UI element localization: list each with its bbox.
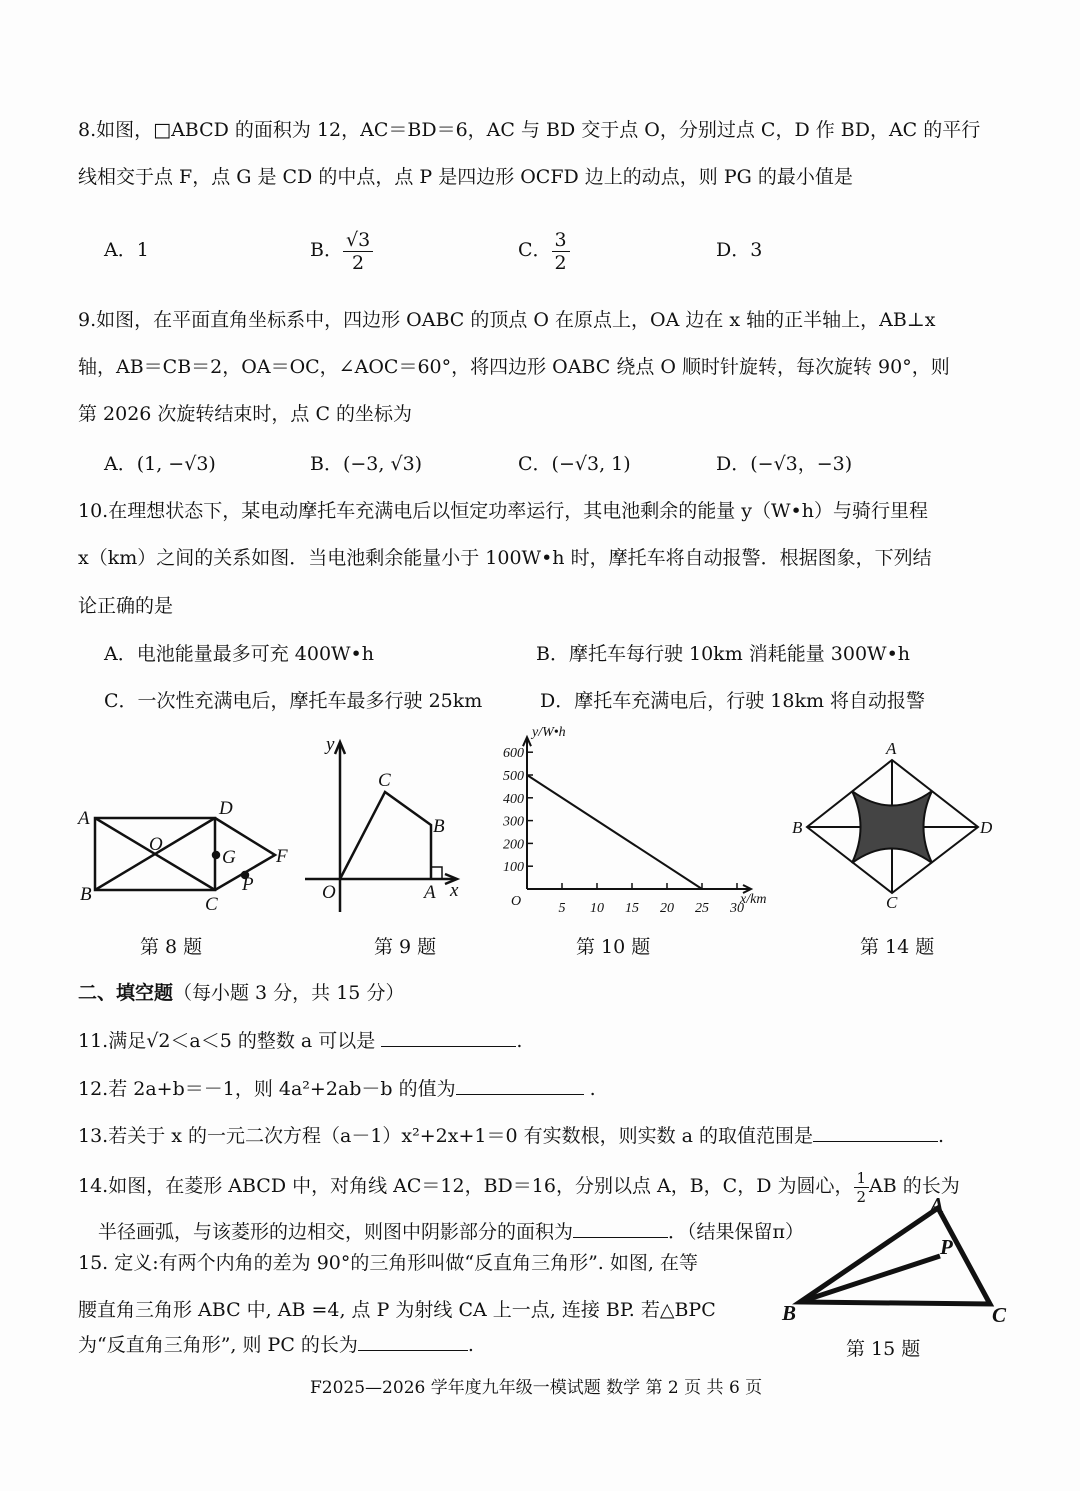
- q9-line3: 第 2026 次旋转结束时，点 C 的坐标为: [78, 403, 413, 425]
- fig14-label-c: C: [886, 893, 898, 912]
- q10-option-a[interactable]: A．电池能量最多可充 400W•h: [104, 643, 374, 665]
- fig9-label-b: B: [433, 816, 445, 837]
- fig14-label-b: B: [792, 818, 803, 837]
- numerator: √3: [343, 229, 373, 252]
- q10-line1: 10.在理想状态下，某电动摩托车充满电后以恒定功率运行，其电池剩余的能量 y（W•h）与骑行里程: [78, 500, 928, 522]
- q8-option-c[interactable]: [518, 222, 570, 278]
- q8-option-a[interactable]: A．1: [104, 239, 149, 261]
- fig8-label-d: D: [219, 798, 233, 819]
- fig8-label-f: F: [276, 846, 288, 867]
- denominator: 2: [554, 251, 567, 274]
- page-footer: F2025—2026 学年度九年级一模试题 数学 第 2 页 共 6 页: [310, 1378, 763, 1398]
- fraction: [343, 229, 373, 274]
- q15-line2: 腰直角三角形 ABC 中, AB =4, 点 P 为射线 CA 上一点, 连接 BP. 若△BPC: [78, 1299, 716, 1321]
- q9-option-c[interactable]: C．(−√3, 1): [518, 453, 631, 475]
- q14-text: 半径画弧，与该菱形的边相交，则图中阴影部分的面积为: [98, 1221, 574, 1243]
- q9-line1: 9.如图，在平面直角坐标系中，四边形 OABC 的顶点 O 在原点上，OA 边在 x 轴的正半轴上，AB⊥x: [78, 309, 936, 331]
- fig9-label-c: C: [378, 770, 391, 791]
- fig10-origin: O: [511, 894, 522, 909]
- x-tick-label: 15: [625, 901, 639, 916]
- fig9-label-y: y: [326, 734, 335, 755]
- q15-answer-blank[interactable]: [358, 1350, 468, 1351]
- numerator: 3: [552, 229, 570, 252]
- figure-15: [770, 1187, 1030, 1330]
- q10-line3: 论正确的是: [78, 595, 174, 617]
- q13: [78, 1124, 944, 1148]
- fig14-label-a: A: [886, 739, 897, 758]
- q11-text: 11.满足√2＜a＜5 的整数 a 可以是: [78, 1030, 376, 1052]
- q15-line1: 15. 定义:有两个内角的差为 90°的三角形叫做“反直角三角形”. 如图, 在等: [78, 1252, 698, 1274]
- q10-line2: x（km）之间的关系如图．当电池剩余能量小于 100W•h 时，摩托车将自动报警．根据图象，下列结: [78, 547, 932, 569]
- section-2-heading: [78, 981, 404, 1005]
- fig8-caption: 第 8 题: [140, 936, 203, 958]
- q9-line2: 轴，AB＝CB＝2，OA＝OC，∠AOC＝60°，将四边形 OABC 绕点 O 顺时针旋转，每次旋转 90°，则: [78, 356, 950, 378]
- fig10-caption: 第 10 题: [576, 936, 651, 958]
- fig9-label-x: x: [450, 880, 459, 901]
- y-tick-label: 200: [503, 837, 524, 853]
- y-tick-label: 300: [503, 814, 524, 830]
- fig15-label-p: P: [940, 1235, 953, 1259]
- q15-end: .: [467, 1334, 474, 1356]
- series-line-energy: [527, 775, 702, 889]
- figure-10-chart: [502, 725, 766, 916]
- q12: [78, 1077, 596, 1101]
- fig9-label-o: O: [322, 882, 336, 903]
- q13-text: 13.若关于 x 的一元二次方程（a－1）x²+2x+1＝0 有实数根，则实数 a 的取值范围是: [78, 1125, 814, 1147]
- fig10-ylabel: y/W•h: [532, 725, 566, 740]
- fig14-caption: 第 14 题: [860, 936, 935, 958]
- q9-option-a[interactable]: A．(1, −√3): [104, 453, 216, 475]
- denominator: 2: [856, 1187, 867, 1206]
- fig15-caption: 第 15 题: [846, 1338, 921, 1360]
- q13-answer-blank[interactable]: [813, 1141, 938, 1142]
- fig8-label-c: C: [205, 894, 218, 915]
- figures-row: [0, 720, 1080, 920]
- section-title: 二、填空题: [78, 982, 174, 1004]
- figure-14: [807, 760, 978, 893]
- q12-answer-blank[interactable]: [456, 1094, 584, 1095]
- q11-answer-blank[interactable]: [381, 1046, 516, 1047]
- q12-text: 12.若 2a+b＝－1，则 4a²+2ab－b 的值为: [78, 1078, 456, 1100]
- q11: [78, 1029, 522, 1053]
- fig14-label-d: D: [980, 818, 993, 837]
- q8-option-d[interactable]: D．3: [716, 239, 763, 261]
- fig8-label-o: O: [149, 834, 163, 855]
- q10-option-d[interactable]: D．摩托车充满电后，行驶 18km 将自动报警: [540, 690, 926, 712]
- q8-line2: 线相交于点 F，点 G 是 CD 的中点，点 P 是四边形 OCFD 边上的动点，则 PG 的最小值是: [78, 166, 853, 188]
- q14-text: 14.如图，在菱形 ABCD 中，对角线 AC＝12，BD＝16，分别以点 A，B，C，D 为圆心，: [78, 1175, 854, 1197]
- section-note: （每小题 3 分，共 15 分）: [173, 982, 405, 1004]
- q10-option-b[interactable]: B．摩托车每行驶 10km 消耗能量 300W•h: [536, 643, 911, 665]
- q14-end: ．（结果保留π）: [668, 1221, 805, 1243]
- fig8-label-p: P: [242, 874, 254, 895]
- q11-end: .: [516, 1030, 523, 1052]
- q15-line3: [78, 1333, 474, 1357]
- x-tick-label: 25: [695, 901, 709, 916]
- x-tick-label: 10: [590, 901, 604, 916]
- y-tick-label: 500: [503, 769, 524, 784]
- fig8-label-a: A: [78, 808, 90, 829]
- x-tick-label: 30: [730, 901, 744, 916]
- fig8-label-b: B: [80, 884, 92, 905]
- y-tick-label: 400: [503, 791, 524, 807]
- fig15-label-a: A: [930, 1193, 945, 1217]
- fig15-label-b: B: [782, 1301, 797, 1325]
- option-label: B．: [310, 239, 343, 261]
- q14-text-end: AB 的长为: [869, 1175, 960, 1197]
- x-tick-label: 5: [558, 901, 566, 916]
- numerator: 1: [854, 1169, 870, 1188]
- q14-line2: [98, 1220, 804, 1244]
- denominator: 2: [352, 251, 365, 274]
- x-tick-label: 20: [660, 901, 674, 916]
- q14-answer-blank[interactable]: [573, 1237, 668, 1238]
- fig9-caption: 第 9 题: [374, 936, 437, 958]
- q8-line1: 8.如图，□ABCD 的面积为 12，AC＝BD＝6，AC 与 BD 交于点 O，分别过点 C，D 作 BD，AC 的平行: [78, 119, 981, 141]
- option-label: C．: [518, 239, 552, 261]
- y-tick-label: 600: [503, 746, 524, 762]
- q13-end: .: [938, 1125, 945, 1147]
- fraction: [552, 229, 570, 274]
- y-tick-label: 100: [503, 860, 524, 876]
- fig15-label-c: C: [992, 1303, 1007, 1327]
- q8-option-b[interactable]: [310, 222, 373, 278]
- q12-end: .: [589, 1078, 596, 1100]
- q9-option-b[interactable]: B．(−3, √3): [310, 453, 423, 475]
- fig10-xlabel: x/km: [740, 892, 767, 907]
- q10-option-c[interactable]: C．一次性充满电后，摩托车最多行驶 25km: [104, 690, 483, 712]
- q9-option-d[interactable]: D．(−√3，−3): [716, 453, 853, 475]
- fig9-label-a: A: [424, 882, 436, 903]
- fig8-label-g: G: [222, 847, 236, 868]
- q15-text: 为“反直角三角形”, 则 PC 的长为: [78, 1334, 358, 1356]
